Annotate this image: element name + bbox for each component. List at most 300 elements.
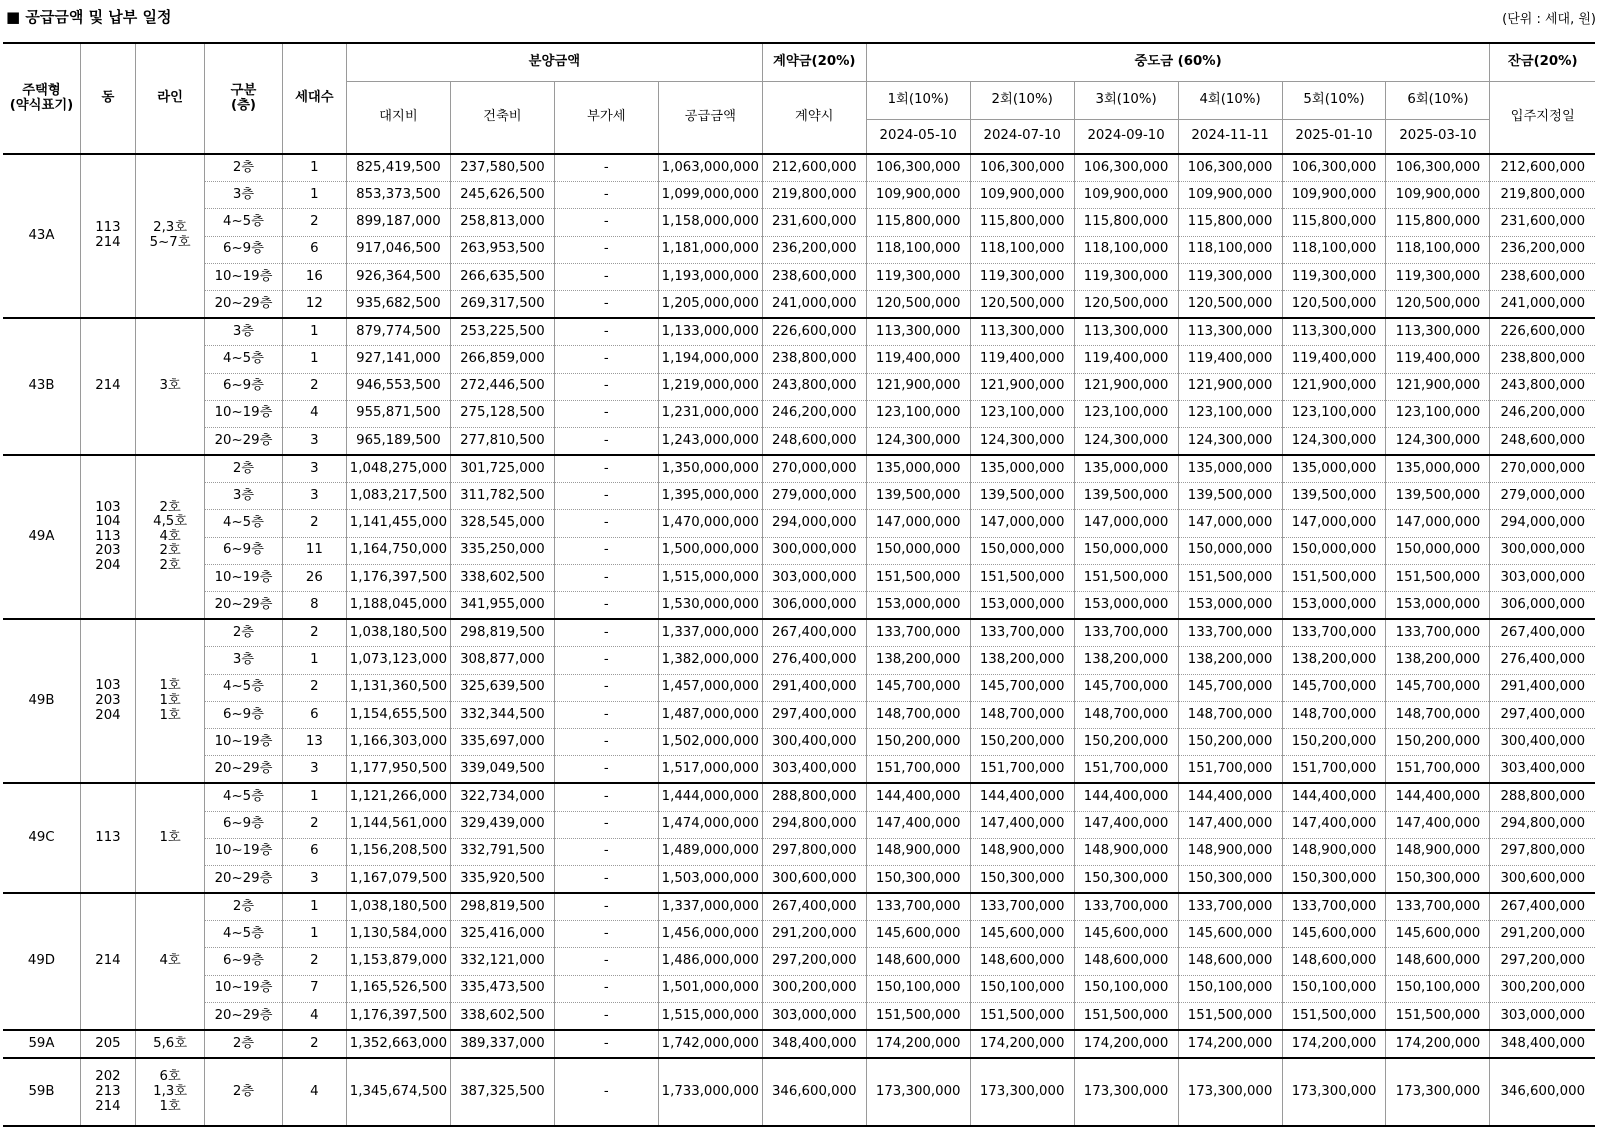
supply-price-cell: 1,733,000,000	[658, 1058, 762, 1126]
vat-cell: -	[554, 893, 658, 921]
floor-cell: 10~19층	[205, 975, 282, 1002]
middle-payment-4-cell: 147,400,000	[1178, 811, 1282, 838]
vat-cell: -	[554, 756, 658, 784]
balance-payment-cell: 279,000,000	[1490, 483, 1595, 510]
header-floor: 구분 (층)	[205, 43, 282, 154]
balance-payment-cell: 212,600,000	[1490, 154, 1595, 182]
vat-cell: -	[554, 483, 658, 510]
table-row	[3, 154, 1595, 182]
middle-payment-2-cell: 109,900,000	[970, 182, 1074, 209]
middle-payment-1-cell: 120,500,000	[866, 290, 970, 318]
land-cost-cell: 1,121,266,000	[346, 783, 450, 811]
table-row	[3, 510, 1595, 537]
middle-payment-2-cell: 133,700,000	[970, 619, 1074, 647]
contract-payment-cell: 303,400,000	[762, 756, 866, 784]
middle-payment-3-cell: 173,300,000	[1074, 1058, 1178, 1126]
header-supply: 공급금액	[658, 81, 762, 154]
vat-cell: -	[554, 537, 658, 564]
middle-payment-6-cell: 148,900,000	[1386, 838, 1490, 865]
middle-payment-6-cell: 147,400,000	[1386, 811, 1490, 838]
group-dong: 113 214	[80, 154, 135, 318]
table-row	[3, 564, 1595, 591]
middle-payment-1-cell: 148,600,000	[866, 948, 970, 975]
building-cost-cell: 253,225,500	[450, 318, 554, 346]
middle-payment-6-cell: 115,800,000	[1386, 209, 1490, 236]
middle-payment-2-cell: 119,400,000	[970, 346, 1074, 373]
balance-payment-cell: 291,200,000	[1490, 921, 1595, 948]
land-cost-cell: 899,187,000	[346, 209, 450, 236]
units-cell: 1	[282, 647, 346, 674]
supply-price-cell: 1,487,000,000	[658, 701, 762, 728]
vat-cell: -	[554, 728, 658, 755]
units-cell: 2	[282, 1030, 346, 1058]
table-row	[3, 1058, 1595, 1126]
middle-payment-3-cell: 151,700,000	[1074, 756, 1178, 784]
middle-payment-1-cell: 151,500,000	[866, 564, 970, 591]
middle-payment-6-cell: 113,300,000	[1386, 318, 1490, 346]
middle-payment-5-cell: 151,700,000	[1282, 756, 1386, 784]
middle-payment-6-cell: 145,600,000	[1386, 921, 1490, 948]
contract-payment-cell: 279,000,000	[762, 483, 866, 510]
vat-cell: -	[554, 811, 658, 838]
middle-payment-5-cell: 147,000,000	[1282, 510, 1386, 537]
units-cell: 2	[282, 811, 346, 838]
middle-payment-2-cell: 135,000,000	[970, 455, 1074, 483]
units-cell: 6	[282, 838, 346, 865]
header-installment-1-date: 2024-05-10	[866, 119, 970, 154]
supply-price-cell: 1,486,000,000	[658, 948, 762, 975]
middle-payment-1-cell: 151,700,000	[866, 756, 970, 784]
contract-payment-cell: 303,000,000	[762, 1002, 866, 1030]
balance-payment-cell: 348,400,000	[1490, 1030, 1595, 1058]
middle-payment-6-cell: 109,900,000	[1386, 182, 1490, 209]
balance-payment-cell: 297,400,000	[1490, 701, 1595, 728]
middle-payment-5-cell: 120,500,000	[1282, 290, 1386, 318]
table-row	[3, 318, 1595, 346]
unit-note: (단위 : 세대, 원)	[1502, 12, 1596, 27]
balance-payment-cell: 294,000,000	[1490, 510, 1595, 537]
middle-payment-2-cell: 151,500,000	[970, 564, 1074, 591]
middle-payment-5-cell: 119,300,000	[1282, 263, 1386, 290]
table-row	[3, 1002, 1595, 1030]
middle-payment-2-cell: 150,100,000	[970, 975, 1074, 1002]
middle-payment-3-cell: 118,100,000	[1074, 236, 1178, 263]
middle-payment-1-cell: 148,900,000	[866, 838, 970, 865]
middle-payment-4-cell: 173,300,000	[1178, 1058, 1282, 1126]
units-cell: 2	[282, 619, 346, 647]
middle-payment-1-cell: 118,100,000	[866, 236, 970, 263]
balance-payment-cell: 243,800,000	[1490, 373, 1595, 400]
balance-payment-cell: 226,600,000	[1490, 318, 1595, 346]
middle-payment-5-cell: 151,500,000	[1282, 564, 1386, 591]
building-cost-cell: 332,344,500	[450, 701, 554, 728]
middle-payment-5-cell: 148,900,000	[1282, 838, 1386, 865]
vat-cell: -	[554, 510, 658, 537]
middle-payment-6-cell: 151,500,000	[1386, 564, 1490, 591]
contract-payment-cell: 241,000,000	[762, 290, 866, 318]
units-cell: 12	[282, 290, 346, 318]
middle-payment-5-cell: 115,800,000	[1282, 209, 1386, 236]
middle-payment-6-cell: 150,000,000	[1386, 537, 1490, 564]
table-row	[3, 948, 1595, 975]
table-row	[3, 838, 1595, 865]
land-cost-cell: 1,164,750,000	[346, 537, 450, 564]
header-installment-2: 2회(10%)	[970, 81, 1074, 119]
middle-payment-1-cell: 135,000,000	[866, 455, 970, 483]
middle-payment-5-cell: 109,900,000	[1282, 182, 1386, 209]
balance-payment-cell: 297,800,000	[1490, 838, 1595, 865]
middle-payment-3-cell: 150,300,000	[1074, 865, 1178, 893]
middle-payment-3-cell: 148,600,000	[1074, 948, 1178, 975]
building-cost-cell: 338,602,500	[450, 564, 554, 591]
supply-price-cell: 1,181,000,000	[658, 236, 762, 263]
middle-payment-6-cell: 151,500,000	[1386, 1002, 1490, 1030]
land-cost-cell: 1,131,360,500	[346, 674, 450, 701]
middle-payment-1-cell: 115,800,000	[866, 209, 970, 236]
middle-payment-4-cell: 139,500,000	[1178, 483, 1282, 510]
balance-payment-cell: 303,000,000	[1490, 1002, 1595, 1030]
group-type: 43A	[3, 154, 80, 318]
header-vat: 부가세	[554, 81, 658, 154]
building-cost-cell: 272,446,500	[450, 373, 554, 400]
land-cost-cell: 1,167,079,500	[346, 865, 450, 893]
building-cost-cell: 328,545,000	[450, 510, 554, 537]
middle-payment-5-cell: 119,400,000	[1282, 346, 1386, 373]
table-row	[3, 373, 1595, 400]
contract-payment-cell: 297,800,000	[762, 838, 866, 865]
units-cell: 3	[282, 756, 346, 784]
table-row	[3, 701, 1595, 728]
group-line: 2호 4,5호 4호 2호 2호	[135, 455, 204, 619]
supply-price-cell: 1,530,000,000	[658, 592, 762, 620]
group-line: 3호	[135, 318, 204, 455]
middle-payment-3-cell: 150,000,000	[1074, 537, 1178, 564]
middle-payment-2-cell: 148,900,000	[970, 838, 1074, 865]
middle-payment-1-cell: 153,000,000	[866, 592, 970, 620]
balance-payment-cell: 276,400,000	[1490, 647, 1595, 674]
building-cost-cell: 335,920,500	[450, 865, 554, 893]
supply-price-cell: 1,444,000,000	[658, 783, 762, 811]
middle-payment-6-cell: 133,700,000	[1386, 893, 1490, 921]
vat-cell: -	[554, 838, 658, 865]
vat-cell: -	[554, 455, 658, 483]
balance-payment-cell: 248,600,000	[1490, 427, 1595, 455]
building-cost-cell: 269,317,500	[450, 290, 554, 318]
vat-cell: -	[554, 783, 658, 811]
middle-payment-2-cell: 115,800,000	[970, 209, 1074, 236]
building-cost-cell: 338,602,500	[450, 1002, 554, 1030]
building-cost-cell: 298,819,500	[450, 619, 554, 647]
middle-payment-6-cell: 153,000,000	[1386, 592, 1490, 620]
header-installment-3-date: 2024-09-10	[1074, 119, 1178, 154]
balance-payment-cell: 219,800,000	[1490, 182, 1595, 209]
middle-payment-4-cell: 119,400,000	[1178, 346, 1282, 373]
vat-cell: -	[554, 209, 658, 236]
supply-price-cell: 1,502,000,000	[658, 728, 762, 755]
middle-payment-4-cell: 106,300,000	[1178, 154, 1282, 182]
land-cost-cell: 927,141,000	[346, 346, 450, 373]
middle-payment-4-cell: 118,100,000	[1178, 236, 1282, 263]
middle-payment-5-cell: 121,900,000	[1282, 373, 1386, 400]
middle-payment-6-cell: 147,000,000	[1386, 510, 1490, 537]
units-cell: 3	[282, 865, 346, 893]
group-dong: 113	[80, 783, 135, 893]
contract-payment-cell: 270,000,000	[762, 455, 866, 483]
land-cost-cell: 1,083,217,500	[346, 483, 450, 510]
land-cost-cell: 1,188,045,000	[346, 592, 450, 620]
floor-cell: 6~9층	[205, 811, 282, 838]
supply-price-cell: 1,158,000,000	[658, 209, 762, 236]
middle-payment-4-cell: 148,600,000	[1178, 948, 1282, 975]
table-row	[3, 1030, 1595, 1058]
table-row	[3, 483, 1595, 510]
building-cost-cell: 341,955,000	[450, 592, 554, 620]
balance-payment-cell: 236,200,000	[1490, 236, 1595, 263]
floor-cell: 4~5층	[205, 209, 282, 236]
building-cost-cell: 332,121,000	[450, 948, 554, 975]
supply-price-cell: 1,489,000,000	[658, 838, 762, 865]
middle-payment-1-cell: 144,400,000	[866, 783, 970, 811]
table-header	[3, 43, 1595, 154]
middle-payment-5-cell: 133,700,000	[1282, 619, 1386, 647]
middle-payment-2-cell: 145,600,000	[970, 921, 1074, 948]
header-installment-5: 5회(10%)	[1282, 81, 1386, 119]
middle-payment-3-cell: 106,300,000	[1074, 154, 1178, 182]
middle-payment-2-cell: 106,300,000	[970, 154, 1074, 182]
vat-cell: -	[554, 865, 658, 893]
middle-payment-2-cell: 138,200,000	[970, 647, 1074, 674]
supply-price-cell: 1,515,000,000	[658, 1002, 762, 1030]
contract-payment-cell: 236,200,000	[762, 236, 866, 263]
vat-cell: -	[554, 263, 658, 290]
building-cost-cell: 322,734,000	[450, 783, 554, 811]
balance-payment-cell: 306,000,000	[1490, 592, 1595, 620]
middle-payment-5-cell: 113,300,000	[1282, 318, 1386, 346]
header-contract: 계약금(20%)	[762, 43, 866, 81]
middle-payment-2-cell: 123,100,000	[970, 400, 1074, 427]
floor-cell: 20~29층	[205, 290, 282, 318]
middle-payment-4-cell: 153,000,000	[1178, 592, 1282, 620]
floor-cell: 6~9층	[205, 236, 282, 263]
middle-payment-4-cell: 150,100,000	[1178, 975, 1282, 1002]
vat-cell: -	[554, 619, 658, 647]
floor-cell: 3층	[205, 318, 282, 346]
floor-cell: 6~9층	[205, 537, 282, 564]
middle-payment-4-cell: 133,700,000	[1178, 619, 1282, 647]
middle-payment-3-cell: 151,500,000	[1074, 1002, 1178, 1030]
supply-price-cell: 1,133,000,000	[658, 318, 762, 346]
table-row	[3, 674, 1595, 701]
supply-price-cell: 1,382,000,000	[658, 647, 762, 674]
table-row	[3, 865, 1595, 893]
units-cell: 3	[282, 455, 346, 483]
building-cost-cell: 335,473,500	[450, 975, 554, 1002]
group-dong: 205	[80, 1030, 135, 1058]
vat-cell: -	[554, 592, 658, 620]
middle-payment-4-cell: 113,300,000	[1178, 318, 1282, 346]
balance-payment-cell: 246,200,000	[1490, 400, 1595, 427]
middle-payment-6-cell: 139,500,000	[1386, 483, 1490, 510]
contract-payment-cell: 238,600,000	[762, 263, 866, 290]
contract-payment-cell: 291,400,000	[762, 674, 866, 701]
middle-payment-1-cell: 151,500,000	[866, 1002, 970, 1030]
building-cost-cell: 301,725,000	[450, 455, 554, 483]
middle-payment-4-cell: 145,700,000	[1178, 674, 1282, 701]
middle-payment-1-cell: 113,300,000	[866, 318, 970, 346]
middle-payment-5-cell: 147,400,000	[1282, 811, 1386, 838]
middle-payment-3-cell: 150,100,000	[1074, 975, 1178, 1002]
group-type: 49A	[3, 455, 80, 619]
land-cost-cell: 917,046,500	[346, 236, 450, 263]
middle-payment-3-cell: 113,300,000	[1074, 318, 1178, 346]
middle-payment-5-cell: 173,300,000	[1282, 1058, 1386, 1126]
middle-payment-5-cell: 150,000,000	[1282, 537, 1386, 564]
land-cost-cell: 825,419,500	[346, 154, 450, 182]
middle-payment-2-cell: 145,700,000	[970, 674, 1074, 701]
units-cell: 1	[282, 346, 346, 373]
supply-price-cell: 1,350,000,000	[658, 455, 762, 483]
middle-payment-4-cell: 109,900,000	[1178, 182, 1282, 209]
middle-payment-6-cell: 151,700,000	[1386, 756, 1490, 784]
middle-payment-6-cell: 121,900,000	[1386, 373, 1490, 400]
middle-payment-2-cell: 153,000,000	[970, 592, 1074, 620]
vat-cell: -	[554, 674, 658, 701]
middle-payment-4-cell: 135,000,000	[1178, 455, 1282, 483]
units-cell: 3	[282, 483, 346, 510]
middle-payment-5-cell: 106,300,000	[1282, 154, 1386, 182]
middle-payment-5-cell: 150,300,000	[1282, 865, 1386, 893]
middle-payment-5-cell: 150,200,000	[1282, 728, 1386, 755]
middle-payment-3-cell: 150,200,000	[1074, 728, 1178, 755]
supply-price-cell: 1,205,000,000	[658, 290, 762, 318]
land-cost-cell: 1,141,455,000	[346, 510, 450, 537]
middle-payment-4-cell: 124,300,000	[1178, 427, 1282, 455]
units-cell: 6	[282, 236, 346, 263]
floor-cell: 20~29층	[205, 427, 282, 455]
balance-payment-cell: 297,200,000	[1490, 948, 1595, 975]
supply-price-cell: 1,470,000,000	[658, 510, 762, 537]
middle-payment-3-cell: 153,000,000	[1074, 592, 1178, 620]
middle-payment-1-cell: 119,400,000	[866, 346, 970, 373]
building-cost-cell: 298,819,500	[450, 893, 554, 921]
middle-payment-5-cell: 148,600,000	[1282, 948, 1386, 975]
supply-price-cell: 1,395,000,000	[658, 483, 762, 510]
middle-payment-6-cell: 119,400,000	[1386, 346, 1490, 373]
building-cost-cell: 332,791,500	[450, 838, 554, 865]
group-type: 59A	[3, 1030, 80, 1058]
floor-cell: 10~19층	[205, 728, 282, 755]
middle-payment-4-cell: 148,900,000	[1178, 838, 1282, 865]
table-row	[3, 263, 1595, 290]
contract-payment-cell: 231,600,000	[762, 209, 866, 236]
middle-payment-1-cell: 147,000,000	[866, 510, 970, 537]
middle-payment-6-cell: 144,400,000	[1386, 783, 1490, 811]
land-cost-cell: 1,176,397,500	[346, 1002, 450, 1030]
middle-payment-1-cell: 106,300,000	[866, 154, 970, 182]
vat-cell: -	[554, 647, 658, 674]
middle-payment-3-cell: 139,500,000	[1074, 483, 1178, 510]
building-cost-cell: 325,416,000	[450, 921, 554, 948]
land-cost-cell: 1,048,275,000	[346, 455, 450, 483]
building-cost-cell: 258,813,000	[450, 209, 554, 236]
middle-payment-1-cell: 148,700,000	[866, 701, 970, 728]
contract-payment-cell: 288,800,000	[762, 783, 866, 811]
table-row	[3, 619, 1595, 647]
middle-payment-2-cell: 150,200,000	[970, 728, 1074, 755]
supply-price-table	[3, 42, 1595, 1127]
contract-payment-cell: 219,800,000	[762, 182, 866, 209]
units-cell: 2	[282, 373, 346, 400]
middle-payment-6-cell: 150,300,000	[1386, 865, 1490, 893]
table-row	[3, 427, 1595, 455]
balance-payment-cell: 238,600,000	[1490, 263, 1595, 290]
units-cell: 7	[282, 975, 346, 1002]
header-installment-1: 1회(10%)	[866, 81, 970, 119]
middle-payment-2-cell: 173,300,000	[970, 1058, 1074, 1126]
vat-cell: -	[554, 1058, 658, 1126]
vat-cell: -	[554, 427, 658, 455]
contract-payment-cell: 297,200,000	[762, 948, 866, 975]
supply-price-cell: 1,500,000,000	[658, 537, 762, 564]
vat-cell: -	[554, 921, 658, 948]
table-row	[3, 182, 1595, 209]
units-cell: 16	[282, 263, 346, 290]
middle-payment-2-cell: 151,700,000	[970, 756, 1074, 784]
supply-price-cell: 1,219,000,000	[658, 373, 762, 400]
balance-payment-cell: 300,200,000	[1490, 975, 1595, 1002]
contract-payment-cell: 306,000,000	[762, 592, 866, 620]
floor-cell: 2층	[205, 1058, 282, 1126]
middle-payment-4-cell: 121,900,000	[1178, 373, 1282, 400]
vat-cell: -	[554, 373, 658, 400]
middle-payment-1-cell: 138,200,000	[866, 647, 970, 674]
building-cost-cell: 325,639,500	[450, 674, 554, 701]
middle-payment-4-cell: 123,100,000	[1178, 400, 1282, 427]
middle-payment-4-cell: 174,200,000	[1178, 1030, 1282, 1058]
land-cost-cell: 935,682,500	[346, 290, 450, 318]
balance-payment-cell: 291,400,000	[1490, 674, 1595, 701]
middle-payment-1-cell: 133,700,000	[866, 893, 970, 921]
middle-payment-3-cell: 145,600,000	[1074, 921, 1178, 948]
building-cost-cell: 389,337,000	[450, 1030, 554, 1058]
header-installment-6-date: 2025-03-10	[1386, 119, 1490, 154]
units-cell: 1	[282, 893, 346, 921]
middle-payment-4-cell: 151,500,000	[1178, 564, 1282, 591]
group-type: 43B	[3, 318, 80, 455]
building-cost-cell: 275,128,500	[450, 400, 554, 427]
middle-payment-4-cell: 150,200,000	[1178, 728, 1282, 755]
middle-payment-1-cell: 145,700,000	[866, 674, 970, 701]
middle-payment-3-cell: 119,300,000	[1074, 263, 1178, 290]
floor-cell: 20~29층	[205, 592, 282, 620]
balance-payment-cell: 267,400,000	[1490, 619, 1595, 647]
land-cost-cell: 1,166,303,000	[346, 728, 450, 755]
header-balance-when: 입주지정일	[1490, 81, 1595, 154]
middle-payment-6-cell: 119,300,000	[1386, 263, 1490, 290]
group-type: 49D	[3, 893, 80, 1030]
building-cost-cell: 245,626,500	[450, 182, 554, 209]
balance-payment-cell: 303,000,000	[1490, 564, 1595, 591]
middle-payment-5-cell: 135,000,000	[1282, 455, 1386, 483]
middle-payment-6-cell: 145,700,000	[1386, 674, 1490, 701]
supply-price-cell: 1,337,000,000	[658, 893, 762, 921]
middle-payment-1-cell: 133,700,000	[866, 619, 970, 647]
middle-payment-1-cell: 150,300,000	[866, 865, 970, 893]
land-cost-cell: 1,352,663,000	[346, 1030, 450, 1058]
supply-price-cell: 1,742,000,000	[658, 1030, 762, 1058]
middle-payment-2-cell: 148,600,000	[970, 948, 1074, 975]
header-line: 라인	[135, 43, 204, 154]
